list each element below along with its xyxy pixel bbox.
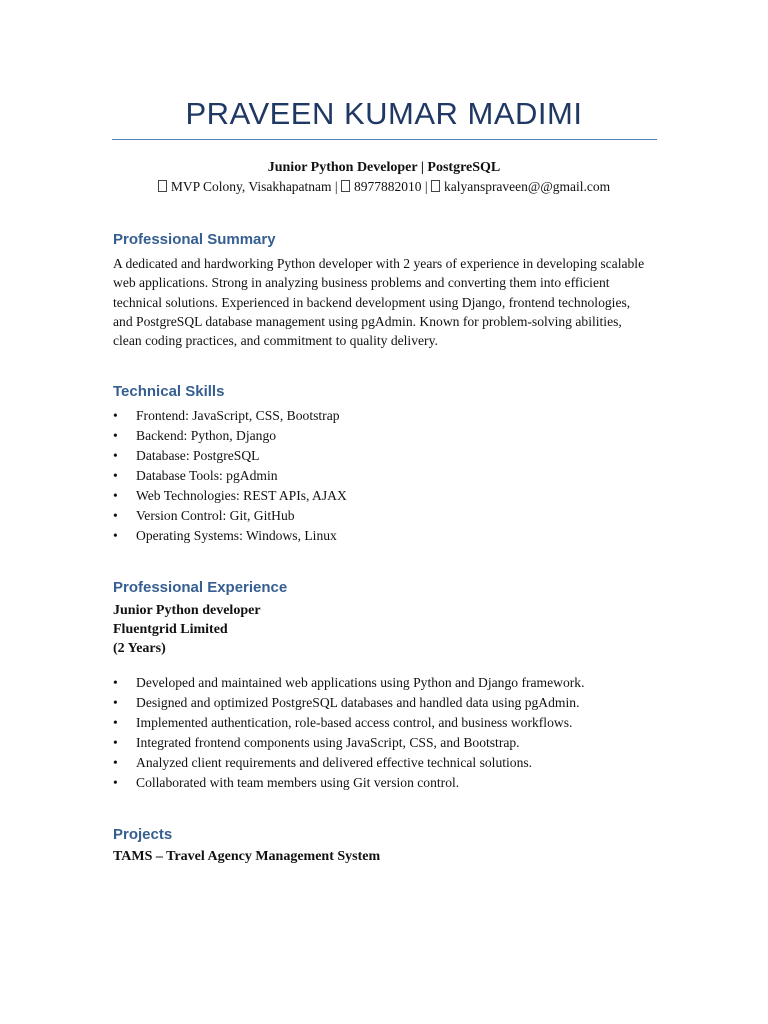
summary-heading: Professional Summary	[113, 231, 276, 248]
list-item	[113, 526, 347, 546]
bullet: •	[113, 528, 118, 543]
bullet: •	[113, 468, 118, 483]
bullet: •	[113, 715, 118, 730]
separator: |	[424, 179, 428, 194]
bullet: •	[113, 448, 118, 463]
phone-text: 8977882010	[354, 179, 422, 194]
skill-text: Frontend: JavaScript, CSS, Bootstrap	[136, 408, 340, 423]
bullet: •	[113, 488, 118, 503]
separator: |	[334, 179, 338, 194]
bullet: •	[113, 755, 118, 770]
project-title: TAMS – Travel Agency Management System	[113, 849, 381, 864]
contact-line	[0, 179, 768, 195]
company-name: Fluentgrid Limited	[113, 622, 228, 637]
experience-text: Collaborated with team members using Git version control.	[136, 775, 460, 790]
list-item	[113, 733, 584, 753]
job-duration: (2 Years)	[113, 641, 166, 656]
job-position: Junior Python developer	[113, 603, 261, 618]
list-item	[113, 693, 584, 713]
candidate-name: PRAVEEN KUMAR MADIMI	[185, 96, 583, 131]
bullet: •	[113, 508, 118, 523]
bullet: •	[113, 428, 118, 443]
list-item	[113, 753, 584, 773]
list-item	[113, 506, 347, 526]
experience-text: Designed and optimized PostgreSQL databases and handled data using pgAdmin.	[136, 695, 580, 710]
list-item	[113, 673, 584, 693]
skill-text: Version Control: Git, GitHub	[136, 508, 295, 523]
skills-list	[113, 406, 347, 546]
list-item	[113, 486, 347, 506]
projects-heading: Projects	[113, 826, 173, 843]
location-text: MVP Colony, Visakhapatnam	[170, 179, 332, 194]
bullet: •	[113, 675, 118, 690]
email-text: kalyanspraveen@@gmail.com	[443, 179, 611, 194]
skills-heading: Technical Skills	[113, 383, 225, 400]
skill-text: Web Technologies: REST APIs, AJAX	[136, 488, 347, 503]
experience-text: Integrated frontend components using JavaScript, CSS, and Bootstrap.	[136, 735, 520, 750]
list-item	[113, 713, 584, 733]
experience-text: Developed and maintained web applications using Python and Django framework.	[136, 675, 585, 690]
phone-icon	[341, 180, 350, 192]
skill-text: Operating Systems: Windows, Linux	[136, 528, 337, 543]
list-item	[113, 426, 347, 446]
role-line: Junior Python Developer | PostgreSQL	[267, 160, 501, 175]
skill-text: Backend: Python, Django	[136, 428, 277, 443]
location-icon	[158, 180, 167, 192]
list-item	[113, 773, 584, 793]
summary-text: A dedicated and hardworking Python developer with 2 years of experience in developing scalable web applications. Strong in analyzing business problems and converting them into efficient technical solutions. Experienced in backend development using Django, frontend technologies, and PostgreSQL database management using pgAdmin. Known for problem-solving abilities, clean coding practices, and commitment to quality delivery.	[113, 256, 645, 349]
experience-text: Analyzed client requirements and delivered effective technical solutions.	[136, 755, 533, 770]
title-divider	[112, 139, 657, 140]
bullet: •	[113, 695, 118, 710]
list-item	[113, 446, 347, 466]
bullet: •	[113, 775, 118, 790]
experience-text: Implemented authentication, role-based access control, and business workflows.	[136, 715, 573, 730]
skill-text: Database Tools: pgAdmin	[136, 468, 278, 483]
list-item	[113, 406, 347, 426]
skill-text: Database: PostgreSQL	[136, 448, 260, 463]
experience-list	[113, 673, 584, 793]
bullet: •	[113, 735, 118, 750]
email-icon	[431, 180, 440, 192]
experience-heading: Professional Experience	[113, 579, 288, 596]
list-item	[113, 466, 347, 486]
bullet: •	[113, 408, 118, 423]
